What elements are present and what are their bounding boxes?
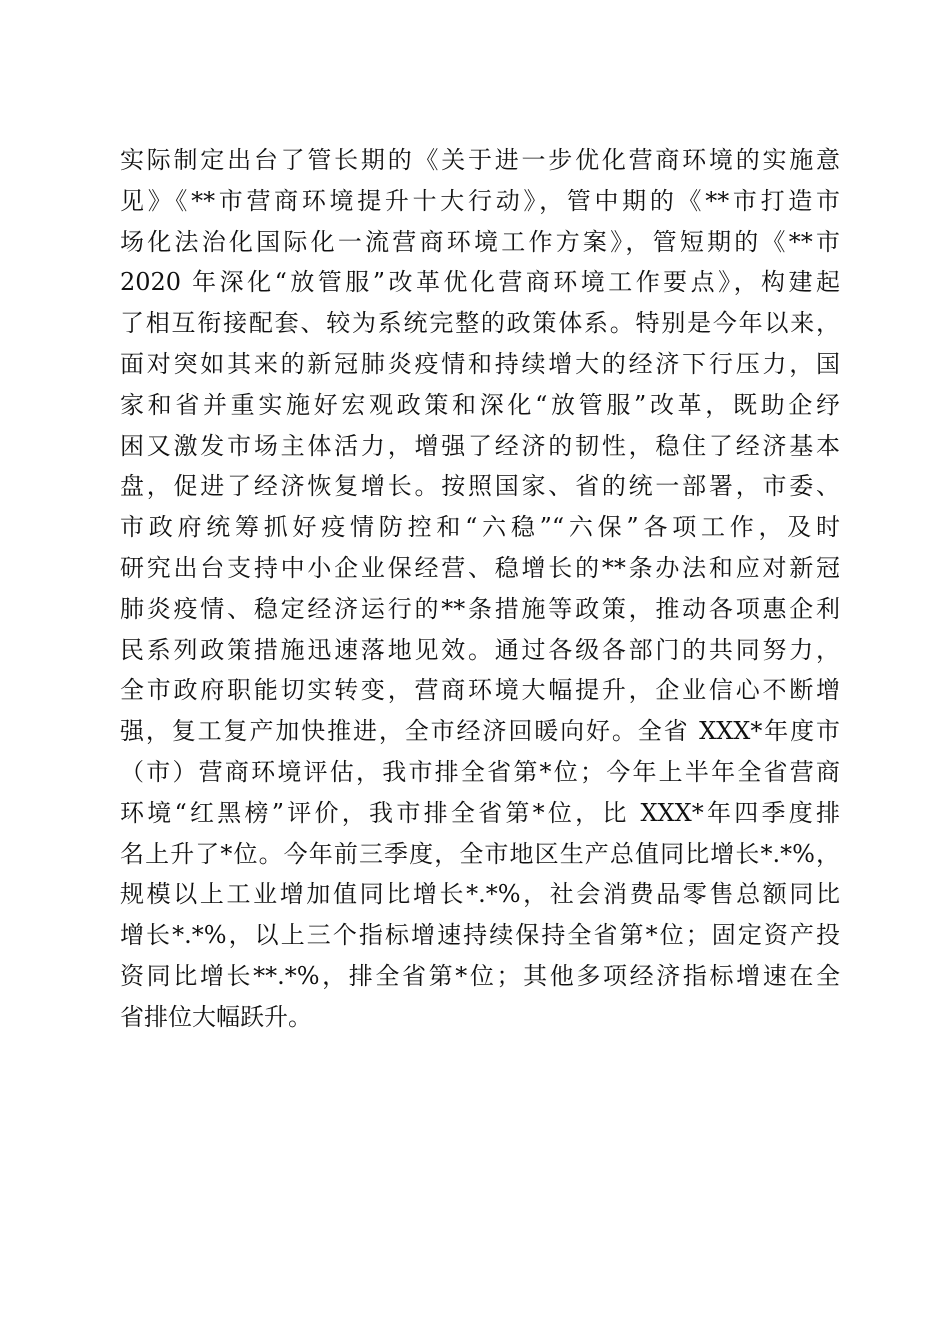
text-line: 资同比增长**.*%，排全省第*位；其他多项经济指标增速在全 xyxy=(120,961,840,990)
text-line: 面对突如其来的新冠肺炎疫情和持续增大的经济下行压力，国 xyxy=(120,349,840,378)
text-line: 名上升了*位。今年前三季度，全市地区生产总值同比增长*.*%， xyxy=(120,839,840,868)
text-line: 规模以上工业增加值同比增长*.*%，社会消费品零售总额同比 xyxy=(120,880,840,909)
text-line: 省排位大幅跃升。 xyxy=(120,1002,312,1031)
text-line: 2020 年深化“放管服”改革优化营商环境工作要点》，构建起 xyxy=(120,268,840,297)
text-line: 实际制定出台了管长期的《关于进一步优化营商环境的实施意 xyxy=(120,146,840,174)
text-line: 见》《**市营商环境提升十大行动》，管中期的《**市打造市 xyxy=(120,186,840,215)
text-line: 民系列政策措施迅速落地见效。通过各级各部门的共同努力， xyxy=(120,635,840,664)
text-line: 了相互衔接配套、较为系统完整的政策体系。特别是今年以来， xyxy=(120,309,840,338)
text-line: 研究出台支持中小企业保经营、稳增长的**条办法和应对新冠 xyxy=(120,553,840,582)
text-line: 困又激发市场主体活力，增强了经济的韧性，稳住了经济基本 xyxy=(120,431,840,460)
text-line: 市政府统筹抓好疫情防控和“六稳”“六保”各项工作，及时 xyxy=(120,513,840,542)
text-line: 全市政府职能切实转变，营商环境大幅提升，企业信心不断增 xyxy=(120,676,840,705)
text-line: （市）营商环境评估，我市排全省第*位；今年上半年全省营商 xyxy=(120,757,840,786)
text-line: 肺炎疫情、稳定经济运行的**条措施等政策，推动各项惠企利 xyxy=(120,594,840,623)
text-line: 场化法治化国际化一流营商环境工作方案》，管短期的《**市 xyxy=(120,227,840,256)
text-line: 盘，促进了经济恢复增长。按照国家、省的统一部署，市委、 xyxy=(120,472,840,501)
text-line: 家和省并重实施好宏观政策和深化“放管服”改革，既助企纾 xyxy=(120,390,840,419)
body-paragraph xyxy=(120,140,840,1038)
text-line: 增长*.*%，以上三个指标增速持续保持全省第*位；固定资产投 xyxy=(120,921,840,950)
text-line: 强，复工复产加快推进，全市经济回暖向好。全省 XXX*年度市 xyxy=(120,717,840,746)
text-line: 环境“红黑榜”评价，我市排全省第*位，比 XXX*年四季度排 xyxy=(120,798,840,827)
